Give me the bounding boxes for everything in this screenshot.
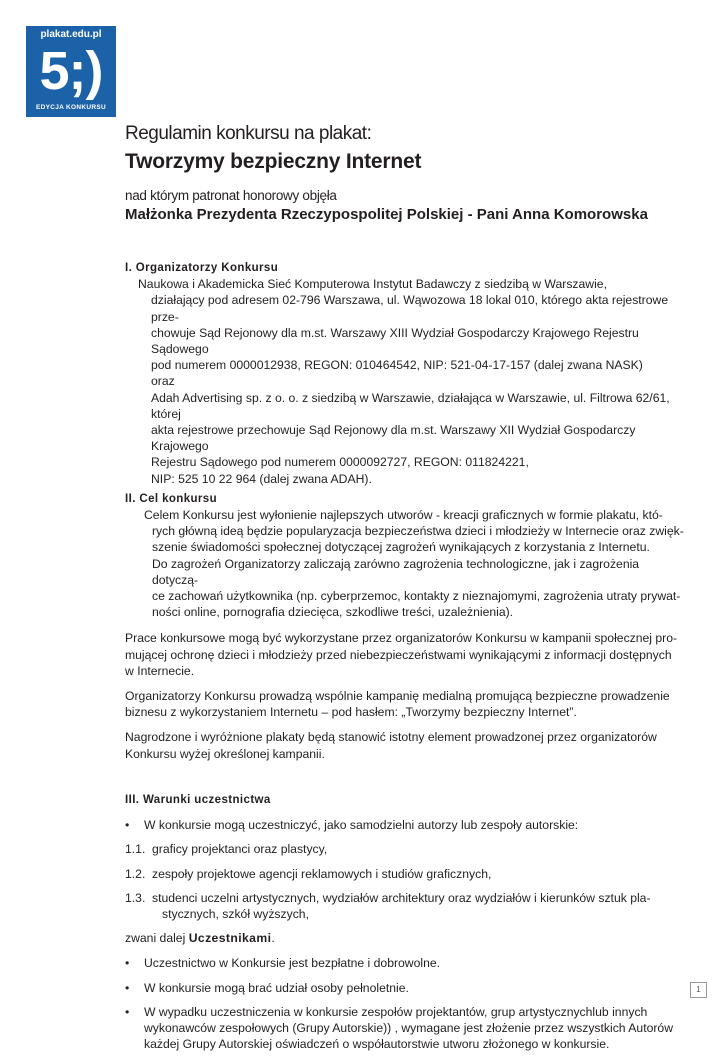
participants-definition [125,930,685,946]
text-line: Organizatorzy Konkursu prowadzą wspólnie kampanię medialną promującą bezpieczne prowadzenie [125,689,670,704]
text-line: mującej ochronę dzieci i młodzieży przed niebezpieczeństwami wynikającymi z informacji dostępnych [125,647,672,662]
text-line: Rejestru Sądowego pod numerem 0000092727, REGON: 011824221, [151,455,529,470]
logo-number: 5;) [39,41,103,101]
text-fragment: . [271,931,275,946]
list-item [125,866,685,882]
participants-term: Uczestnikami [188,931,272,946]
text-line: szenie świadomości społecznej dotyczącej zagrożeń wynikających z korzystania z Internetu. [152,540,650,555]
text-line: Prace konkursowe mogą być wykorzystane przez organizatorów Konkursu w kampanii społecznej pro- [125,631,678,646]
item-number: 1.2. [125,866,146,881]
text-line: studenci uczelni artystycznych, wydziałów architektury oraz wydziałów i kierunków sztuk pla- [152,890,651,905]
text-line: Uczestnictwo w Konkursie jest bezpłatne i dobrowolne. [144,956,441,971]
section-goal [125,491,685,762]
text-line: Adah Advertising sp. z o. o. z siedzibą w Warszawie, działająca w Warszawie, ul. Filtrowa 62/61, której [151,390,670,421]
list-item [125,841,685,857]
document-title: Tworzymy bezpieczny Internet [125,150,422,173]
regulation-body [125,260,685,1060]
bullet-marker: • [125,980,130,995]
text-line: Konkursu wyżej określonej kampanii. [125,746,325,761]
text-fragment: zwani dalej [125,931,189,946]
text-line: graficy projektanci oraz plastycy, [152,842,328,857]
goal-text [125,507,685,620]
bullet-marker: • [125,1004,130,1019]
list-item [125,817,685,833]
patron-intro: nad którym patronat honorowy objęła [125,188,337,203]
text-line: oraz [151,374,175,389]
organizers-text [125,276,685,487]
bullet-marker: • [125,818,130,833]
document-subtitle: Regulamin konkursu na plakat: [125,123,372,144]
participant-categories [125,841,685,922]
text-line: W wypadku uczestniczenia w konkursie zespołów projektantów, grup artystycznychlub innych [144,1004,648,1019]
text-line: zespoły projektowe agencji reklamowych i studiów graficznych, [152,866,492,881]
text-line: W konkursie mogą brać udział osoby pełnoletnie. [144,980,409,995]
rules-list [125,955,685,1052]
text-line: ności online, pornografia dziecięca, szkodliwe treści, uzależnienia). [152,605,514,620]
text-line: stycznych, szkół wyższych, [162,906,309,921]
text-line: chowuje Sąd Rejonowy dla m.st. Warszawy XIII Wydział Gospodarczy Krajowego Rejestru Sądowego [151,325,639,357]
paragraph [125,630,685,679]
section-organizers [125,260,685,487]
text-line: Nagrodzone i wyróżnione plakaty będą stanowić istotny element prowadzonej przez organizatorów [125,730,657,745]
section-heading: I. Organizatorzy Konkursu [125,262,279,274]
text-line: biznesu z wykorzystaniem Internetu – pod hasłem: „Tworzymy bezpieczny Internet”. [125,705,577,720]
list-item [125,890,685,922]
section-heading: II. Cel konkursu [125,492,218,505]
text-line: akta rejestrowe przechowuje Sąd Rejonowy dla m.st. Warszawy XII Wydział Gospodarczy Krajowego [151,423,636,454]
text-line: w Internecie. [125,663,195,678]
patron-name: Małżonka Prezydenta Rzeczypospolitej Polskiej - Pani Anna Komorowska [125,206,648,223]
text-line: Celem Konkursu jest wyłonienie najlepszych utworów - kreacji graficznych w formie plakatu, któ- [144,508,663,523]
contest-logo [26,26,116,117]
text-line: ce zachowań użytkownika (np. cyberprzemoc, kontakty z nieznajomymi, zagrożenia utraty prywat- [152,589,681,604]
item-number: 1.1. [125,842,146,857]
text-line: pod numerem 0000012938, REGON: 010464542, NIP: 521-04-17-157 (dalej zwana NASK) [151,358,643,373]
text-line: każdej Grupy Autorskiej oświadczeń o współautorstwie utworu złożonego w konkursie. [144,1037,610,1052]
text-line: działający pod adresem 02-796 Warszawa, ul. Wąwozowa 18 lokal 010, którego akta rejestrowe prze- [151,293,669,324]
text-line: NIP: 525 10 22 964 (dalej zwana ADAH). [151,471,372,486]
list-item [125,1004,685,1053]
page-number: 1 [690,982,707,998]
section-heading: III. Warunki uczestnictwa [125,793,271,806]
conditions-list [125,817,685,833]
text-line: rych główną ideą będzie popularyzacja bezpieczeństwa dzieci i młodzieży w Internecie oraz zwięk- [152,524,684,539]
text-line: Do zagrożeń Organizatorzy zaliczają zarówno zagrożenia technologiczne, jak i zagrożenia dotyczą- [152,556,640,587]
paragraph [125,729,685,761]
list-item [125,980,685,996]
bullet-marker: • [125,956,130,971]
text-line: Naukowa i Akademicka Sieć Komputerowa Instytut Badawczy z siedzibą w Warszawie, [138,277,607,292]
text-line: wykonawców zespołowych (Grupy Autorskie)) , wymagane jest złożenie przez wszystkich Autorów [144,1020,674,1035]
text-line: W konkursie mogą uczestniczyć, jako samodzielni autorzy lub zespoły autorskie: [144,818,579,833]
logo-edition: EDYCJA KONKURSU [36,104,106,111]
section-conditions [125,792,685,1052]
list-item [125,955,685,971]
paragraph [125,688,685,720]
item-number: 1.3. [125,890,146,905]
logo-site: plakat.edu.pl [40,29,102,40]
